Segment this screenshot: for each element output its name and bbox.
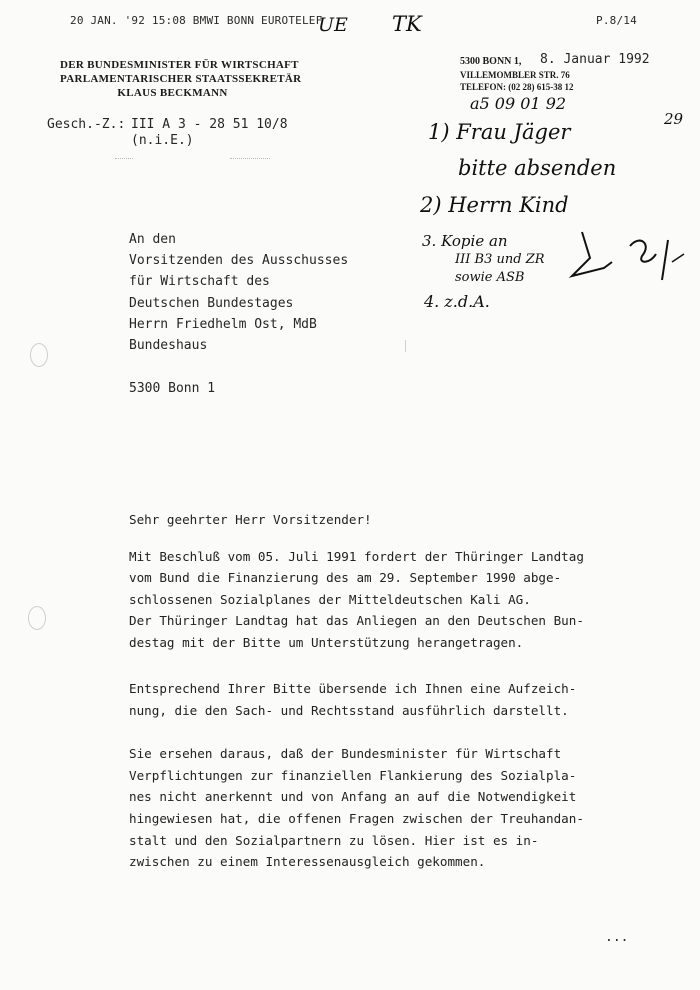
handwritten-signature bbox=[560, 224, 690, 286]
paragraph-line: vom Bund die Finanzierung des am 29. September 1990 abge- bbox=[129, 570, 562, 585]
recipient-line-3: für Wirtschaft des bbox=[129, 274, 270, 289]
continuation-marker: ... bbox=[605, 930, 629, 945]
signature-dash bbox=[230, 158, 270, 159]
scan-mark bbox=[405, 340, 406, 352]
paragraph-line: nes nicht anerkennt und von Anfang an auf die Notwendigkeit bbox=[129, 789, 577, 804]
paragraph-line: Entsprechend Ihrer Bitte übersende ich Ihnen eine Aufzeich- bbox=[129, 681, 577, 696]
paragraph-line: zwischen zu einem Interessenausgleich gekommen. bbox=[129, 854, 486, 869]
recipient-line-4: Deutschen Bundestages bbox=[129, 296, 294, 311]
letterhead-street: VILLEMOMBLER STR. 76 bbox=[460, 70, 570, 80]
recipient-line-1: An den bbox=[129, 232, 176, 247]
recipient-line-6: Bundeshaus bbox=[129, 338, 208, 353]
paragraph-line: schlossenen Sozialplanes der Mitteldeutschen Kali AG. bbox=[129, 592, 531, 607]
reference-label: Gesch.-Z.: bbox=[47, 117, 126, 132]
handwritten-instruction-4: 4. z.d.A. bbox=[424, 292, 490, 311]
recipient-city: 5300 Bonn 1 bbox=[129, 381, 216, 396]
handwritten-instruction-2: 2) Herrn Kind bbox=[420, 193, 569, 217]
letterhead-name: KLAUS BECKMANN bbox=[117, 87, 228, 99]
punch-hole-mark bbox=[28, 606, 46, 630]
handwritten-stamp-date: a5 09 01 92 bbox=[470, 94, 567, 113]
handwritten-instruction-1: 1) Frau Jäger bbox=[428, 120, 571, 144]
handwritten-instruction-1b: bitte absenden bbox=[458, 156, 617, 180]
handwritten-mark-right: 29 bbox=[664, 110, 684, 128]
paragraph-line: destag mit der Bitte um Unterstützung herangetragen. bbox=[129, 635, 524, 650]
letter-date: 8. Januar 1992 bbox=[540, 52, 650, 67]
paragraph-line: nung, die den Sach- und Rechtsstand ausführlich darstellt. bbox=[129, 703, 569, 718]
paragraph-line: Sie ersehen daraus, daß der Bundesminister für Wirtschaft bbox=[129, 746, 562, 761]
paragraph-line: Verpflichtungen zur finanziellen Flankierung des Sozialpla- bbox=[129, 768, 577, 783]
salutation: Sehr geehrter Herr Vorsitzender! bbox=[129, 512, 372, 527]
fax-header-line: 20 JAN. '92 15:08 BMWI BONN EUROTELEF bbox=[70, 14, 323, 27]
letterhead-phone: TELEFON: (02 28) 615-38 12 bbox=[460, 82, 574, 92]
paragraph-line: Der Thüringer Landtag hat das Anliegen an den Deutschen Bun- bbox=[129, 613, 584, 628]
recipient-line-2: Vorsitzenden des Ausschusses bbox=[129, 253, 349, 268]
reference-note: (n.i.E.) bbox=[131, 133, 194, 148]
handwritten-instruction-3: 3. Kopie an bbox=[422, 232, 508, 250]
paragraph-line: hingewiesen hat, die offenen Fragen zwischen der Treuhandan- bbox=[129, 811, 584, 826]
recipient-line-5: Herrn Friedhelm Ost, MdB bbox=[129, 317, 317, 332]
handwritten-instruction-3c: sowie ASB bbox=[455, 270, 525, 285]
reference-number: III A 3 - 28 51 10/8 bbox=[131, 117, 288, 132]
letterhead-title: PARLAMENTARISCHER STAATSSEKRETÄR bbox=[60, 73, 302, 85]
letterhead-city: 5300 BONN 1, bbox=[460, 56, 522, 67]
handwritten-instruction-3b: III B3 und ZR bbox=[455, 252, 545, 267]
paragraph-line: stalt und den Sozialpartnern zu lösen. Hier ist es in- bbox=[129, 833, 539, 848]
paragraph-line: Mit Beschluß vom 05. Juli 1991 fordert der Thüringer Landtag bbox=[129, 549, 584, 564]
handwritten-mark-tk: TK bbox=[392, 12, 422, 36]
signature-dot bbox=[115, 158, 133, 159]
fax-page-number: P.8/14 bbox=[596, 14, 637, 27]
handwritten-mark-ue: UE bbox=[318, 14, 348, 36]
punch-hole-mark bbox=[30, 343, 48, 367]
letterhead-ministry: DER BUNDESMINISTER FÜR WIRTSCHAFT bbox=[60, 59, 299, 71]
